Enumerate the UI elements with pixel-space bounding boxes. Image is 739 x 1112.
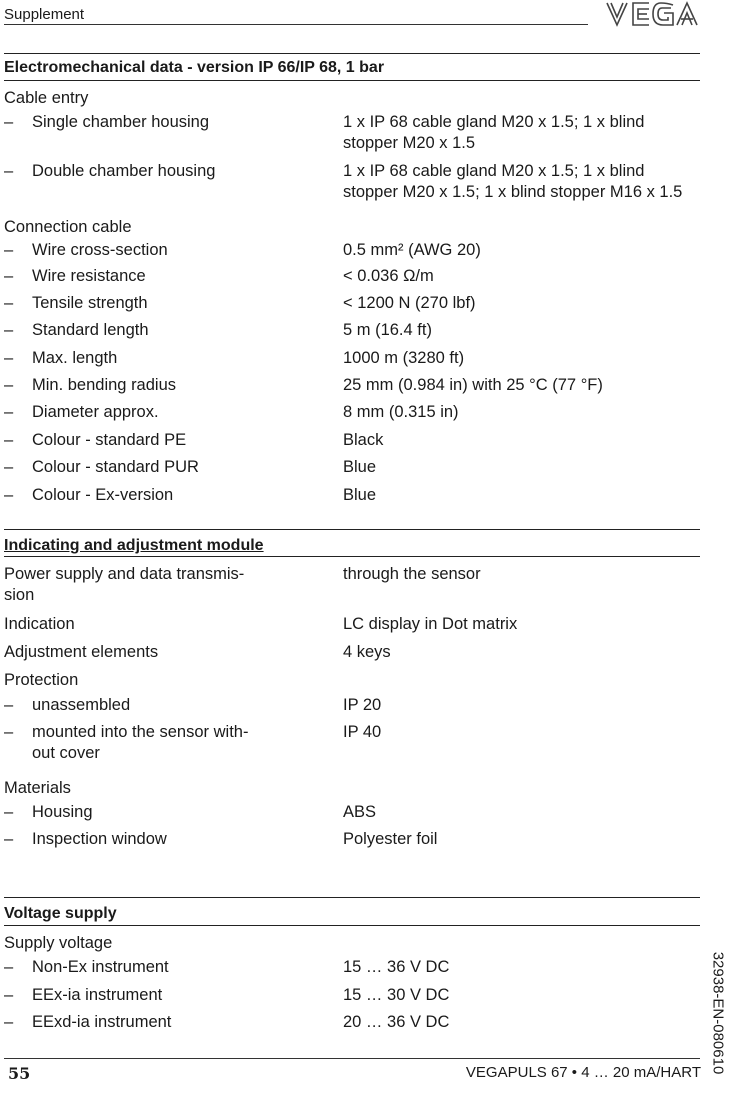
spec-value: Polyester foil <box>343 830 438 848</box>
vega-logo <box>605 0 701 28</box>
section-heading-indicating: Indicating and adjustment module <box>4 537 264 554</box>
spec-value: 25 mm (0.984 in) with 25 °C (77 °F) <box>343 376 603 394</box>
spec-value: Blue <box>343 458 377 476</box>
spec-value: IP 40 <box>343 723 382 741</box>
document-code-text: 32938-EN-080610 <box>709 951 727 1075</box>
section-heading-electromechanical: Electromechanical data - version IP 66/IP 68, 1 bar <box>4 59 385 76</box>
document-code <box>698 951 738 1075</box>
spec-label: Colour - standard PE <box>32 431 187 449</box>
dash: – <box>4 958 14 976</box>
spec-label: mounted into the sensor with- out cover <box>32 723 249 762</box>
dash: – <box>4 486 14 504</box>
spec-label: EEx-ia instrument <box>32 986 163 1004</box>
header-rule <box>4 24 588 25</box>
spec-label: Protection <box>4 671 79 689</box>
spec-value: IP 20 <box>343 696 382 714</box>
dash: – <box>4 376 14 394</box>
section-rule-bottom <box>4 80 700 81</box>
spec-label: Single chamber housing <box>32 113 210 131</box>
spec-label: Connection cable <box>4 218 132 236</box>
section-rule-top <box>4 897 700 898</box>
dash: – <box>4 458 14 476</box>
spec-label: Double chamber housing <box>32 162 216 180</box>
dash: – <box>4 431 14 449</box>
page-number: 55 <box>8 1064 31 1083</box>
section-rule-top <box>4 529 700 530</box>
spec-label: Non-Ex instrument <box>32 958 169 976</box>
spec-label: Indication <box>4 615 75 633</box>
spec-label: Power supply and data transmis- sion <box>4 565 245 604</box>
dash: – <box>4 403 14 421</box>
section-rule-bottom <box>4 556 700 557</box>
dash: – <box>4 162 14 180</box>
spec-label: Diameter approx. <box>32 403 159 421</box>
dash: – <box>4 113 14 131</box>
dash: – <box>4 294 14 312</box>
spec-value: 4 keys <box>343 643 391 661</box>
dash: – <box>4 986 14 1004</box>
spec-value: through the sensor <box>343 565 481 583</box>
section-rule-top <box>4 53 700 54</box>
section-rule-bottom <box>4 925 700 926</box>
spec-value: 5 m (16.4 ft) <box>343 321 432 339</box>
spec-label: Colour - standard PUR <box>32 458 199 476</box>
spec-label: Housing <box>32 803 93 821</box>
spec-value: 0.5 mm² (AWG 20) <box>343 241 481 259</box>
spec-value: Blue <box>343 486 377 504</box>
spec-label: Wire resistance <box>32 267 146 285</box>
spec-value: Black <box>343 431 384 449</box>
spec-label: Cable entry <box>4 89 89 107</box>
spec-label: Max. length <box>32 349 118 367</box>
spec-label: Inspection window <box>32 830 167 848</box>
spec-value: ABS <box>343 803 377 821</box>
spec-label: Supply voltage <box>4 934 113 952</box>
spec-label: Colour - Ex-version <box>32 486 174 504</box>
footer-rule <box>4 1058 700 1059</box>
dash: – <box>4 1013 14 1031</box>
dash: – <box>4 349 14 367</box>
spec-label: EExd-ia instrument <box>32 1013 172 1031</box>
spec-value: 20 … 36 V DC <box>343 1013 450 1031</box>
spec-value: LC display in Dot matrix <box>343 615 518 633</box>
spec-label: Materials <box>4 779 71 797</box>
spec-label: Min. bending radius <box>32 376 177 394</box>
dash: – <box>4 321 14 339</box>
spec-value: 1000 m (3280 ft) <box>343 349 465 367</box>
dash: – <box>4 241 14 259</box>
dash: – <box>4 696 14 714</box>
dash: – <box>4 723 14 741</box>
dash: – <box>4 803 14 821</box>
spec-value: < 1200 N (270 lbf) <box>343 294 476 312</box>
spec-label: Wire cross-section <box>32 241 168 259</box>
spec-label: Tensile strength <box>32 294 148 312</box>
spec-value: < 0.036 Ω/m <box>343 267 434 285</box>
spec-value: 1 x IP 68 cable gland M20 x 1.5; 1 x blind stopper M20 x 1.5; 1 x blind stopper M16 x 1.5 <box>343 162 683 201</box>
spec-label: Adjustment elements <box>4 643 159 661</box>
spec-value: 1 x IP 68 cable gland M20 x 1.5; 1 x blind stopper M20 x 1.5 <box>343 113 645 152</box>
spec-label: Standard length <box>32 321 149 339</box>
section-heading-voltage: Voltage supply <box>4 905 117 922</box>
footer-product: VEGAPULS 67 • 4 … 20 mA/HART <box>465 1064 701 1081</box>
spec-value: 8 mm (0.315 in) <box>343 403 459 421</box>
spec-value: 15 … 30 V DC <box>343 986 450 1004</box>
spec-value: 15 … 36 V DC <box>343 958 450 976</box>
spec-label: unassembled <box>32 696 131 714</box>
page-header-title: Supplement <box>4 6 85 23</box>
dash: – <box>4 830 14 848</box>
dash: – <box>4 267 14 285</box>
